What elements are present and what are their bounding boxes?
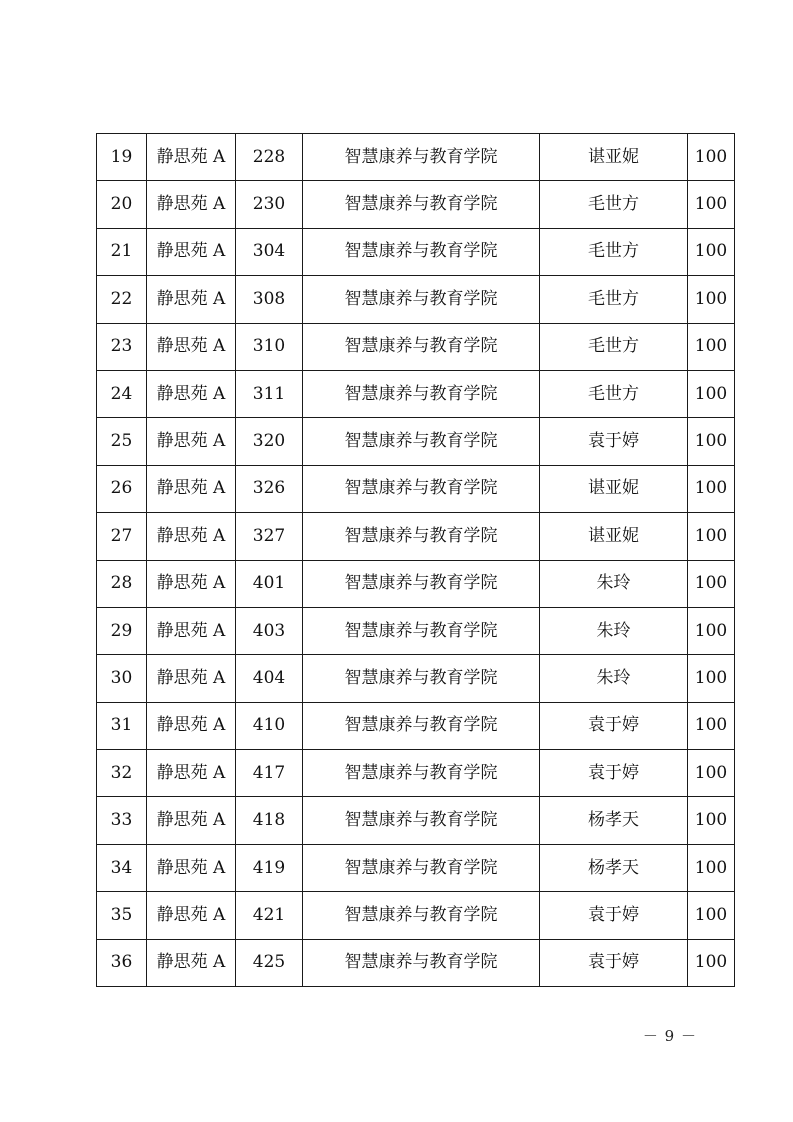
table-body xyxy=(97,134,735,987)
building-cell: 静思苑 A xyxy=(147,560,236,607)
counselor-name-cell: 朱玲 xyxy=(540,655,688,702)
counselor-name-cell: 杨孝天 xyxy=(540,797,688,844)
counselor-name-cell: 袁于婷 xyxy=(540,750,688,797)
row-number-cell: 21 xyxy=(97,228,147,275)
building-cell: 静思苑 A xyxy=(147,418,236,465)
table-row xyxy=(97,323,735,370)
building-cell: 静思苑 A xyxy=(147,228,236,275)
room-number-cell: 403 xyxy=(236,607,303,654)
college-cell: 智慧康养与教育学院 xyxy=(303,370,540,417)
table-row xyxy=(97,228,735,275)
row-number-cell: 31 xyxy=(97,702,147,749)
table-row xyxy=(97,797,735,844)
score-cell: 100 xyxy=(688,370,735,417)
table-row xyxy=(97,276,735,323)
row-number-cell: 22 xyxy=(97,276,147,323)
college-cell: 智慧康养与教育学院 xyxy=(303,323,540,370)
score-cell: 100 xyxy=(688,750,735,797)
table-row xyxy=(97,939,735,986)
building-cell: 静思苑 A xyxy=(147,702,236,749)
table-row xyxy=(97,181,735,228)
row-number-cell: 24 xyxy=(97,370,147,417)
building-cell: 静思苑 A xyxy=(147,797,236,844)
table-row xyxy=(97,465,735,512)
row-number-cell: 36 xyxy=(97,939,147,986)
building-cell: 静思苑 A xyxy=(147,181,236,228)
counselor-name-cell: 袁于婷 xyxy=(540,702,688,749)
building-cell: 静思苑 A xyxy=(147,844,236,891)
counselor-name-cell: 谌亚妮 xyxy=(540,134,688,181)
counselor-name-cell: 朱玲 xyxy=(540,607,688,654)
building-cell: 静思苑 A xyxy=(147,134,236,181)
counselor-name-cell: 袁于婷 xyxy=(540,892,688,939)
room-number-cell: 310 xyxy=(236,323,303,370)
table-row xyxy=(97,844,735,891)
room-number-cell: 417 xyxy=(236,750,303,797)
row-number-cell: 25 xyxy=(97,418,147,465)
college-cell: 智慧康养与教育学院 xyxy=(303,465,540,512)
page-number: － 9 － xyxy=(642,1027,697,1045)
table-row xyxy=(97,370,735,417)
college-cell: 智慧康养与教育学院 xyxy=(303,513,540,560)
counselor-name-cell: 朱玲 xyxy=(540,560,688,607)
score-cell: 100 xyxy=(688,418,735,465)
counselor-name-cell: 杨孝天 xyxy=(540,844,688,891)
score-cell: 100 xyxy=(688,228,735,275)
room-number-cell: 311 xyxy=(236,370,303,417)
row-number-cell: 20 xyxy=(97,181,147,228)
score-cell: 100 xyxy=(688,607,735,654)
college-cell: 智慧康养与教育学院 xyxy=(303,892,540,939)
room-number-cell: 327 xyxy=(236,513,303,560)
score-cell: 100 xyxy=(688,702,735,749)
building-cell: 静思苑 A xyxy=(147,750,236,797)
score-cell: 100 xyxy=(688,465,735,512)
room-number-cell: 320 xyxy=(236,418,303,465)
building-cell: 静思苑 A xyxy=(147,513,236,560)
table-row xyxy=(97,750,735,797)
score-cell: 100 xyxy=(688,844,735,891)
room-number-cell: 304 xyxy=(236,228,303,275)
table-row xyxy=(97,513,735,560)
table-row xyxy=(97,655,735,702)
row-number-cell: 28 xyxy=(97,560,147,607)
table-row xyxy=(97,560,735,607)
row-number-cell: 35 xyxy=(97,892,147,939)
college-cell: 智慧康养与教育学院 xyxy=(303,276,540,323)
college-cell: 智慧康养与教育学院 xyxy=(303,181,540,228)
score-cell: 100 xyxy=(688,513,735,560)
counselor-name-cell: 谌亚妮 xyxy=(540,513,688,560)
score-cell: 100 xyxy=(688,939,735,986)
row-number-cell: 32 xyxy=(97,750,147,797)
room-number-cell: 326 xyxy=(236,465,303,512)
score-cell: 100 xyxy=(688,276,735,323)
dormitory-score-table xyxy=(96,133,735,987)
score-cell: 100 xyxy=(688,655,735,702)
building-cell: 静思苑 A xyxy=(147,607,236,654)
score-cell: 100 xyxy=(688,323,735,370)
counselor-name-cell: 袁于婷 xyxy=(540,418,688,465)
row-number-cell: 19 xyxy=(97,134,147,181)
building-cell: 静思苑 A xyxy=(147,370,236,417)
row-number-cell: 26 xyxy=(97,465,147,512)
college-cell: 智慧康养与教育学院 xyxy=(303,655,540,702)
building-cell: 静思苑 A xyxy=(147,276,236,323)
college-cell: 智慧康养与教育学院 xyxy=(303,750,540,797)
counselor-name-cell: 毛世方 xyxy=(540,370,688,417)
room-number-cell: 419 xyxy=(236,844,303,891)
room-number-cell: 410 xyxy=(236,702,303,749)
score-cell: 100 xyxy=(688,892,735,939)
row-number-cell: 30 xyxy=(97,655,147,702)
room-number-cell: 404 xyxy=(236,655,303,702)
college-cell: 智慧康养与教育学院 xyxy=(303,418,540,465)
college-cell: 智慧康养与教育学院 xyxy=(303,844,540,891)
table-row xyxy=(97,892,735,939)
counselor-name-cell: 毛世方 xyxy=(540,181,688,228)
table-row xyxy=(97,134,735,181)
counselor-name-cell: 谌亚妮 xyxy=(540,465,688,512)
score-cell: 100 xyxy=(688,797,735,844)
score-cell: 100 xyxy=(688,560,735,607)
building-cell: 静思苑 A xyxy=(147,323,236,370)
score-cell: 100 xyxy=(688,134,735,181)
table-row xyxy=(97,702,735,749)
college-cell: 智慧康养与教育学院 xyxy=(303,702,540,749)
row-number-cell: 33 xyxy=(97,797,147,844)
building-cell: 静思苑 A xyxy=(147,939,236,986)
building-cell: 静思苑 A xyxy=(147,465,236,512)
table-row xyxy=(97,418,735,465)
row-number-cell: 29 xyxy=(97,607,147,654)
row-number-cell: 34 xyxy=(97,844,147,891)
room-number-cell: 425 xyxy=(236,939,303,986)
college-cell: 智慧康养与教育学院 xyxy=(303,939,540,986)
counselor-name-cell: 袁于婷 xyxy=(540,939,688,986)
row-number-cell: 23 xyxy=(97,323,147,370)
row-number-cell: 27 xyxy=(97,513,147,560)
table-row xyxy=(97,607,735,654)
college-cell: 智慧康养与教育学院 xyxy=(303,607,540,654)
room-number-cell: 308 xyxy=(236,276,303,323)
score-cell: 100 xyxy=(688,181,735,228)
room-number-cell: 228 xyxy=(236,134,303,181)
college-cell: 智慧康养与教育学院 xyxy=(303,134,540,181)
college-cell: 智慧康养与教育学院 xyxy=(303,228,540,275)
counselor-name-cell: 毛世方 xyxy=(540,228,688,275)
room-number-cell: 401 xyxy=(236,560,303,607)
college-cell: 智慧康养与教育学院 xyxy=(303,560,540,607)
college-cell: 智慧康养与教育学院 xyxy=(303,797,540,844)
room-number-cell: 421 xyxy=(236,892,303,939)
building-cell: 静思苑 A xyxy=(147,892,236,939)
counselor-name-cell: 毛世方 xyxy=(540,323,688,370)
room-number-cell: 418 xyxy=(236,797,303,844)
room-number-cell: 230 xyxy=(236,181,303,228)
building-cell: 静思苑 A xyxy=(147,655,236,702)
counselor-name-cell: 毛世方 xyxy=(540,276,688,323)
